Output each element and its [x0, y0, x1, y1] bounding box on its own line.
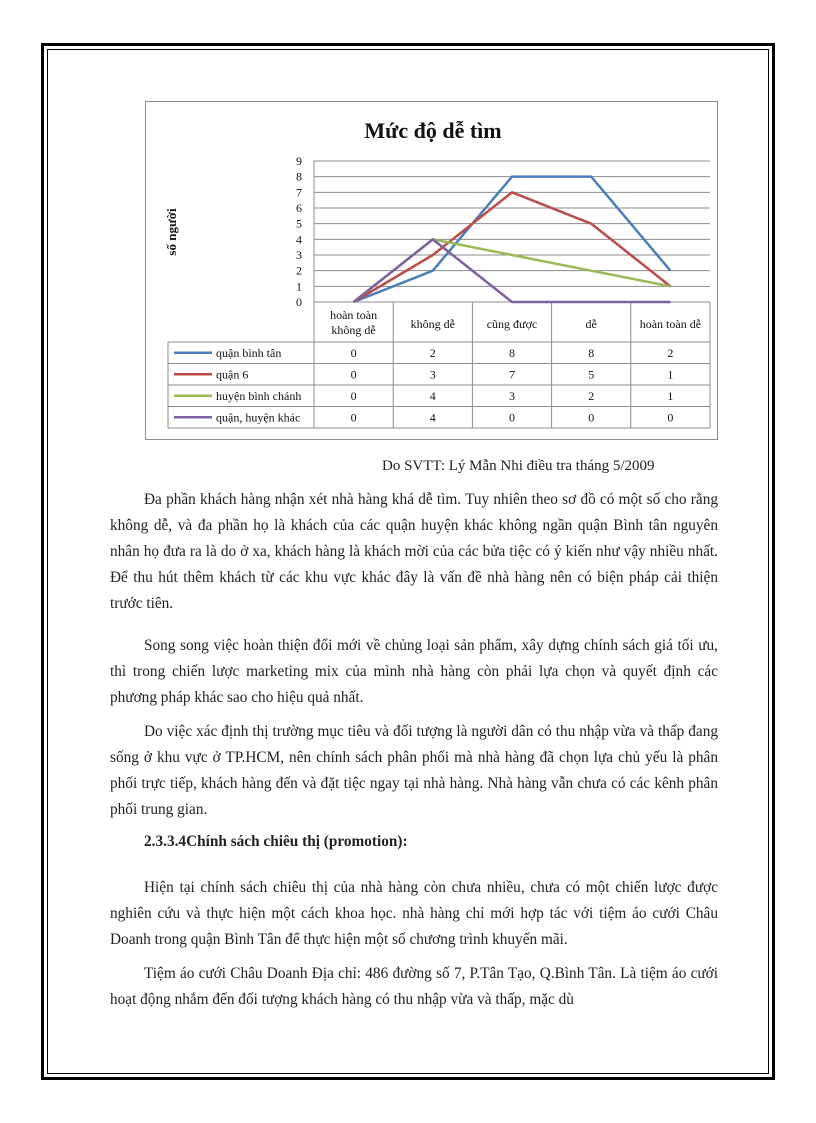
data-table-cell: 1 [667, 388, 674, 403]
data-table-cell: 0 [350, 345, 357, 360]
category-label: cũng được [486, 317, 538, 331]
paragraph-4: Hiện tại chính sách chiêu thị của nhà hàng còn chưa nhiều, chưa có một chiến lược được nghiên cứu và thực hiện một cách khoa học. nhà hàng chỉ mới hợp tác với tiệm áo cưới Châu Doanh trong quận Bình Tân để thực hiện một số chương trình khuyến mãi. [110, 879, 718, 948]
y-tick-label: 9 [296, 154, 302, 168]
section-heading: 2.3.3.4Chính sách chiêu thị (promotion): [144, 833, 408, 850]
data-table-cell: 5 [588, 367, 595, 382]
data-table-cell: 0 [350, 410, 357, 425]
chart-title: Mức độ dễ tìm [364, 118, 502, 143]
y-tick-label: 2 [296, 263, 302, 278]
category-label: hoàn toàn dễ [639, 317, 702, 331]
data-table-cell: 7 [509, 367, 515, 382]
data-table-cell: 3 [429, 367, 436, 382]
chart-container [145, 101, 718, 440]
data-table-cell: 2 [429, 345, 436, 360]
paragraph-5: Tiệm áo cưới Châu Doanh Địa chỉ: 486 đường số 7, P.Tân Tạo, Q.Bình Tân. Là tiệm áo cưới hoạt động nhắm đến đối tượng khách hàng có thu nhập vừa và thấp, mặc dù [110, 965, 718, 1008]
data-table-cell: 3 [509, 388, 515, 403]
legend-label: huyện bình chánh [216, 388, 302, 403]
y-axis-label: số người [164, 208, 179, 256]
line-chart [146, 102, 717, 439]
category-label: không dễ [331, 323, 376, 337]
data-table-cell: 2 [667, 345, 674, 360]
data-table-cell: 0 [667, 410, 674, 425]
paragraph-1: Đa phần khách hàng nhận xét nhà hàng khá dễ tìm. Tuy nhiên theo sơ đồ có một số cho rằng không dễ, và đa phần họ là khách của các quận huyện khác không ngần quận Bình tân nguyên nhân họ đưa ra là do ở xa, khách hàng là khách mời của các bửa tiệc có ý kiến như vậy nhiều nhất. Để thu hút thêm khách từ các khu vực khác đây là vấn đề nhà hàng nên có biện pháp cải thiện trước tiên. [110, 491, 718, 612]
paragraph-2: Song song việc hoàn thiện đổi mới về chủng loại sản phẩm, xây dựng chính sách giá tối ưu, thì trong chiến lược marketing mix của mình nhà hàng còn phải lựa chọn và quyết định các phương pháp khác sao cho hiệu quả nhất. [110, 637, 718, 706]
series-line [354, 192, 671, 302]
data-table-cell: 1 [667, 367, 674, 382]
data-table-cell: 0 [350, 367, 357, 382]
y-tick-label: 8 [296, 169, 302, 184]
y-tick-label: 1 [296, 279, 302, 294]
y-tick-label: 7 [296, 185, 302, 200]
category-label: dễ [585, 317, 597, 331]
data-table-cell: 8 [509, 345, 515, 360]
category-label: hoàn toàn [330, 308, 378, 322]
paragraph-3: Do việc xác định thị trường mục tiêu và đối tượng là người dân có thu nhập vừa và thấp đang sống ở khu vực ở TP.HCM, nên chính sách phân phối mà nhà hàng đã chọn lựa chủ yếu là phân phối trực tiếp, khách hàng đến và đặt tiệc ngay tại nhà hàng. Nhà hàng vẫn chưa có các kênh phân phối trung gian. [110, 723, 718, 818]
y-tick-label: 0 [296, 295, 302, 309]
category-label: không dễ [410, 317, 455, 331]
legend-label: quận, huyện khác [216, 410, 301, 425]
data-table-cell: 8 [588, 345, 595, 360]
y-tick-label: 4 [296, 232, 302, 247]
data-table-cell: 4 [429, 388, 436, 403]
y-tick-label: 3 [296, 248, 302, 262]
data-table-cell: 0 [350, 388, 357, 403]
data-table-cell: 0 [588, 410, 595, 425]
data-table-cell: 0 [509, 410, 515, 425]
y-tick-label: 6 [296, 201, 302, 215]
chart-caption: Do SVTT: Lý Mẫn Nhi điều tra tháng 5/2009 [382, 458, 655, 474]
data-table-cell: 4 [429, 410, 436, 425]
y-tick-label: 5 [296, 216, 302, 231]
data-table-cell: 2 [588, 388, 595, 403]
legend-label: quận bình tân [216, 345, 282, 360]
legend-label: quận 6 [216, 367, 249, 382]
